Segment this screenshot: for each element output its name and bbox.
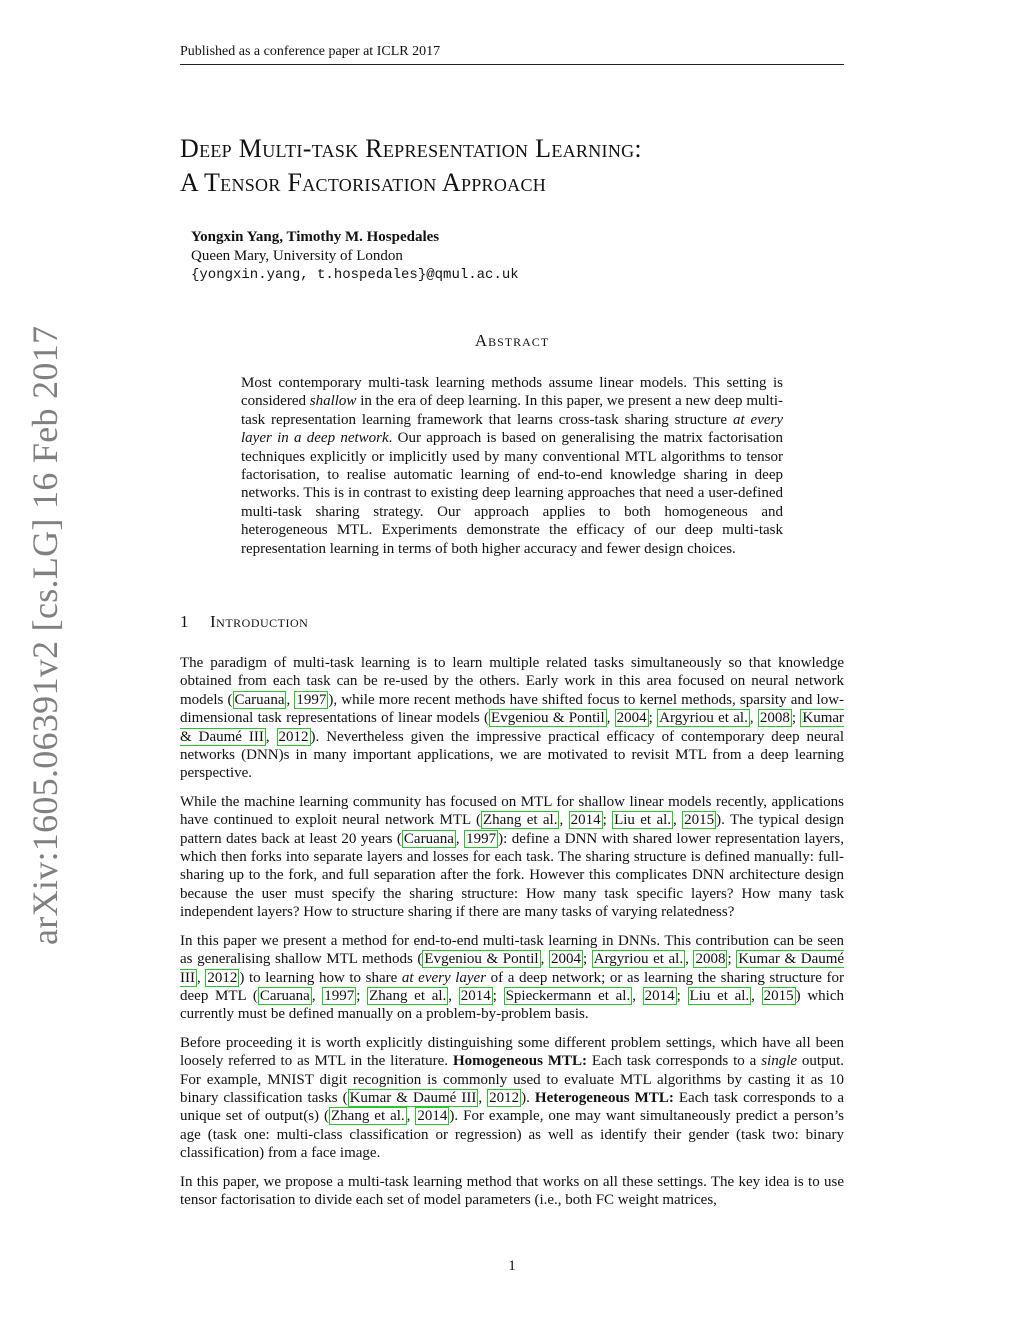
citation-link[interactable]: 2014 bbox=[417, 1108, 448, 1125]
citation-link[interactable]: Evgeniou & Pontil bbox=[424, 951, 539, 968]
citation-link[interactable]: 2012 bbox=[489, 1089, 520, 1106]
title-line-1: Deep Multi-task Representation Learning: bbox=[180, 134, 642, 163]
introduction-body bbox=[180, 654, 844, 1219]
paragraph-5: In this paper, we propose a multi-task learning method that works on all these settings. The key idea is to use tensor factorisation to divide each set of model parameters (i.e., both FC weight matrices, bbox=[180, 1173, 844, 1208]
paragraph-3: In this paper we present a method for end-to-end multi-task learning in DNNs. This contribution can be seen as generalising shallow MTL methods ( Evgeniou & Pontil , 2004 ; Argyriou et al. , 2008 ; Kumar & Daumé III , 2012 ) to learning how to share at every layer of a deep network; or as learning the sharing structure for deep MTL ( Caruana , 1997 ; Zhang et al. , 2014 ; Spieckermann et al. , 2014 ; Liu et al. , 2015 ) which currently must be defined manually on a problem-by-problem basis. bbox=[180, 932, 845, 1023]
citation-link[interactable]: 2015 bbox=[763, 987, 794, 1004]
citation-link[interactable]: Kumar & Daumé III bbox=[180, 951, 845, 986]
citation-link[interactable]: 2004 bbox=[616, 710, 647, 727]
section-heading bbox=[180, 612, 308, 632]
citation-link[interactable]: 2014 bbox=[570, 812, 601, 829]
citation-link[interactable]: Zhang et al. bbox=[483, 812, 558, 829]
citation-link[interactable]: Argyriou et al. bbox=[659, 710, 748, 727]
paragraph-1: The paradigm of multi-task learning is to learn multiple related tasks simultaneously so that knowledge obtained from each task can be re-used by the others. Early work in this area focused on neural network models ( Caruana , 1997 ), while more recent methods have shifted focus to kernel methods, sparsity and low-dimensional task representations of linear models ( Evgeniou & Pontil , 2004 ; Argyriou et al. , 2008 ; Kumar & Daumé III , 2012 ). Nevertheless given the impressive practical efficacy of contemporary deep neural networks (DNN)s in many important applications, we are motivated to revisit MTL from a deep learning perspective. bbox=[180, 655, 845, 782]
citation-link[interactable]: Liu et al. bbox=[689, 987, 750, 1004]
abstract-heading: Abstract bbox=[474, 331, 550, 350]
citation-link[interactable]: Argyriou et al. bbox=[593, 951, 684, 968]
section-title: Introduction bbox=[210, 612, 309, 631]
paragraph-4: Before proceeding it is worth explicitly distinguishing some different problem settings, which have all been loosely referred to as MTL in the literature. Homogeneous MTL: Each task corresponds to a single output. For example, MNIST digit recognition is commonly used to evaluate MTL algorithms by casting it as 10 binary classification tasks ( Kumar & Daumé III , 2012 ). Heterogeneous MTL: Each task corresponds to a unique set of output(s) ( Zhang et al. , 2014 ). For example, one may want simultaneously predict a person’s age (task one: multi-class classification or regression) as well as identify their gender (task two: binary classification) from a face image. bbox=[180, 1034, 844, 1162]
citation-link[interactable]: 1997 bbox=[296, 691, 327, 708]
arxiv-watermark: arXiv:1605.06391v2 [cs.LG] 16 Feb 2017 bbox=[25, 325, 65, 945]
citation-link[interactable]: Zhang et al. bbox=[331, 1108, 405, 1125]
citation-link[interactable]: 2008 bbox=[759, 710, 790, 727]
running-header: Published as a conference paper at ICLR 2017 bbox=[180, 44, 441, 59]
citation-link[interactable]: 2008 bbox=[695, 951, 726, 968]
citation-link[interactable]: Liu et al. bbox=[614, 812, 672, 829]
citation-link[interactable]: Spieckermann et al. bbox=[505, 987, 631, 1004]
citation-link[interactable]: Caruana bbox=[259, 987, 310, 1004]
citation-link[interactable]: Kumar & Daumé III bbox=[349, 1089, 477, 1106]
paper-title bbox=[180, 132, 880, 200]
author-block bbox=[191, 228, 519, 285]
citation-link[interactable]: 2015 bbox=[684, 812, 715, 829]
citation-link[interactable]: Kumar & Daumé III bbox=[180, 710, 845, 745]
section-number: 1 bbox=[180, 612, 189, 631]
header-rule bbox=[180, 64, 844, 65]
page-number: 1 bbox=[508, 1258, 516, 1274]
citation-link[interactable]: Evgeniou & Pontil bbox=[491, 710, 605, 727]
author-names: Yongxin Yang, Timothy M. Hospedales bbox=[191, 229, 440, 245]
citation-link[interactable]: 2014 bbox=[460, 987, 491, 1004]
abstract-text: Most contemporary multi-task learning methods assume linear models. This setting is considered shallow in the era of deep learning. In this paper, we present a new deep multi-task representation learning framework that learns cross-task sharing structure at every layer in a deep network. Our approach is based on generalising the matrix factorisation techniques explicitly or implicitly used by many conventional MTL algorithms to tensor factorisation, to realise automatic learning of end-to-end knowledge sharing in deep networks. This is in contrast to existing deep learning approaches that need a user-defined multi-task sharing strategy. Our approach applies to both homogeneous and heterogeneous MTL. Experiments demonstrate the efficacy of our deep multi-task representation learning in terms of both higher accuracy and fewer design choices. bbox=[241, 375, 784, 557]
author-email: {yongxin.yang, t.hospedales}@qmul.ac.uk bbox=[191, 267, 519, 283]
citation-link[interactable]: Zhang et al. bbox=[369, 987, 447, 1004]
citation-link[interactable]: Caruana bbox=[234, 691, 285, 708]
citation-link[interactable]: 1997 bbox=[466, 830, 497, 847]
citation-link[interactable]: 2004 bbox=[550, 951, 581, 968]
title-line-2: A Tensor Factorisation Approach bbox=[180, 168, 547, 197]
affiliation: Queen Mary, University of London bbox=[191, 248, 403, 264]
citation-link[interactable]: 1997 bbox=[324, 987, 355, 1004]
citation-link[interactable]: 2012 bbox=[207, 969, 238, 986]
citation-link[interactable]: Caruana bbox=[403, 830, 454, 847]
citation-link[interactable]: 2012 bbox=[278, 728, 309, 745]
citation-link[interactable]: 2014 bbox=[644, 987, 675, 1004]
paragraph-2: While the machine learning community has focused on MTL for shallow linear models recently, applications have continued to exploit neural network MTL ( Zhang et al. , 2014 ; Liu et al. , 2015 ). The typical design pattern dates back at least 20 years ( Caruana , 1997 ): define a DNN with shared lower representation layers, which then forks into separate layers and losses for each task. The sharing structure is defined manually: full-sharing up to the fork, and full separation after the fork. However this complicates DNN architecture design because the user must specify the sharing structure: How many task specific layers? How many task independent layers? How to structure sharing if there are many tasks of varying relatedness? bbox=[180, 793, 844, 921]
